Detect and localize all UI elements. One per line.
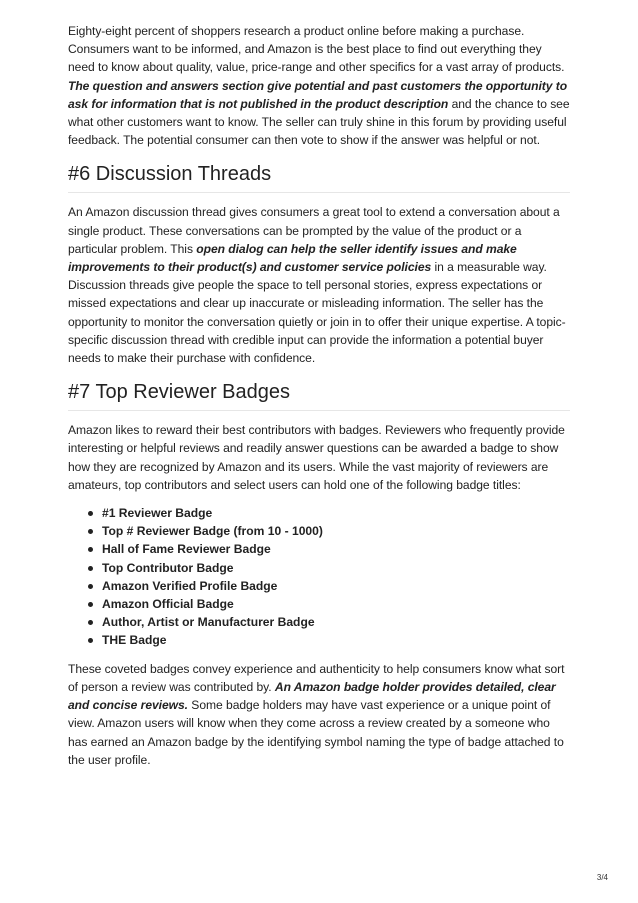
page-number: 3/4 (596, 873, 608, 882)
intro-emphasis: The question and answers section give potential and past customers the opportunity to ask for information that is not published in the product description (68, 78, 568, 111)
badge-list-item: Amazon Verified Profile Badge (68, 577, 570, 595)
document-page (68, 22, 570, 779)
section-6-paragraph (68, 203, 570, 367)
badge-list-item: THE Badge (68, 631, 570, 649)
intro-paragraph (68, 22, 570, 149)
badge-list-item: Hall of Fame Reviewer Badge (68, 540, 570, 558)
section-6-heading: #6 Discussion Threads (68, 161, 570, 193)
badge-list (68, 504, 570, 650)
intro-text-1: Eighty-eight percent of shoppers research a product online before making a purchase. Consumers want to be informed, and Amazon is the best place to find out everything they need to know about quality, value, price-range and other specifics for a vast array of products. (68, 24, 565, 75)
section-6-text-1: An Amazon discussion thread gives consumers a great tool to extend a conversation about a single product. These conversations can be prompted by the value of the product or a particular problem. This (68, 205, 560, 256)
badge-list-item: Top # Reviewer Badge (from 10 - 1000) (68, 522, 570, 540)
section-6-text-2: in a measurable way. Discussion threads give people the space to tell personal stories, express expectations or missed expectations and clear up inaccurate or misleading information. The seller has the opportunity to monitor the conversation quietly or join in to offer their unique expertise. A topic-specific discussion thread with credible input can provide the information a potential buyer needs to make their purchase with confidence. (68, 260, 566, 366)
intro-text-2: and the chance to see what other customers want to know. The seller can truly shine in this forum by providing useful feedback. The potential consumer can then vote to show if the answer was helpful or not. (68, 96, 570, 148)
section-7-closing-paragraph (68, 660, 570, 769)
section-6-emphasis: open dialog can help the seller identify issues and make improvements to their product(s) and customer service policies (68, 241, 517, 275)
section-7-emphasis: An Amazon badge holder provides detailed, clear and concise reviews. (68, 679, 556, 713)
badge-list-item: Top Contributor Badge (68, 559, 570, 577)
section-7-intro: Amazon likes to reward their best contributors with badges. Reviewers who frequently provide interesting or helpful reviews and readily answer questions can be awarded a badge to show how they are recognized by Amazon and its users. While the vast majority of reviewers are amateurs, top contributors and select users can hold one of the following badge titles: (68, 423, 565, 492)
section-7-heading: #7 Top Reviewer Badges (68, 379, 570, 411)
badge-list-item: Author, Artist or Manufacturer Badge (68, 613, 570, 631)
section-7-text-2: Some badge holders may have vast experience or a unique point of view. Amazon users will know when they come across a review created by a someone who has earned an Amazon badge by the identifying symbol naming the type of badge attached to the user profile. (68, 698, 564, 767)
badge-list-item: #1 Reviewer Badge (68, 504, 570, 522)
badge-list-item: Amazon Official Badge (68, 595, 570, 613)
section-7-text-1: These coveted badges convey experience and authenticity to help consumers know what sort of person a review was contributed by. (68, 661, 565, 694)
